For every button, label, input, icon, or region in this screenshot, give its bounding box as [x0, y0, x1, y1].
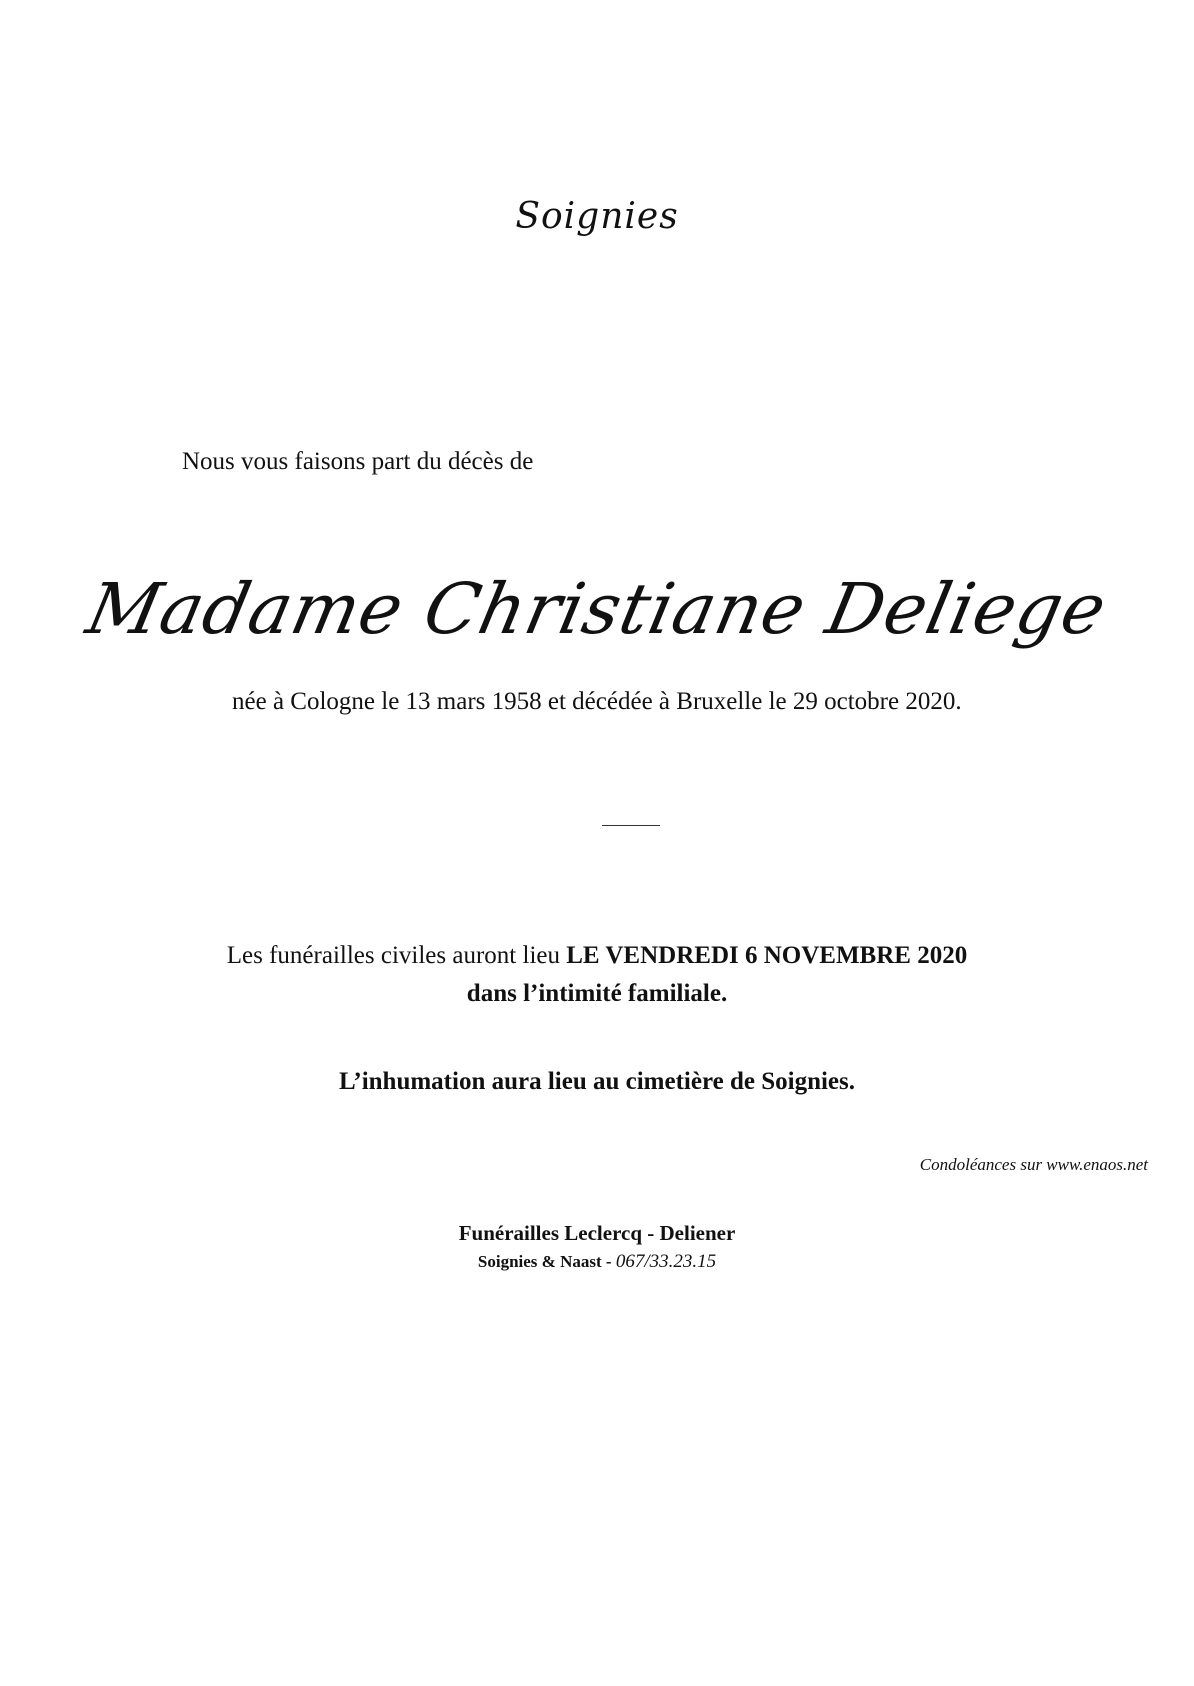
burial-info: L’inhumation aura lieu au cimetière de Soignies. — [338, 1068, 855, 1095]
separator-line — [602, 825, 660, 826]
place-heading: Soignies — [515, 196, 679, 237]
funeral-info-line — [0, 942, 1194, 970]
birth-death-dates: née à Cologne le 13 mars 1958 et décédée à Bruxelle le 29 octobre 2020. — [232, 688, 962, 715]
funeral-date: LE VENDREDI 6 NOVEMBRE 2020 — [566, 942, 968, 969]
funeral-home-contact — [0, 1251, 1194, 1273]
announcement-intro: Nous vous faisons part du décès de — [182, 448, 534, 475]
funeral-home-locations: Soignies & Naast - — [477, 1252, 616, 1271]
funeral-home-phone: 067/33.23.15 — [615, 1251, 717, 1272]
funeral-text-prefix: Les funérailles civiles auront lieu — [226, 942, 567, 969]
deceased-name: Madame Christiane Deliege — [80, 568, 1114, 650]
condolences-note: Condoléances sur www.enaos.net — [919, 1155, 1148, 1174]
funeral-privacy-line: dans l’intimité familiale. — [466, 980, 728, 1007]
funeral-home-name: Funérailles Leclercq - Deliener — [458, 1221, 736, 1245]
